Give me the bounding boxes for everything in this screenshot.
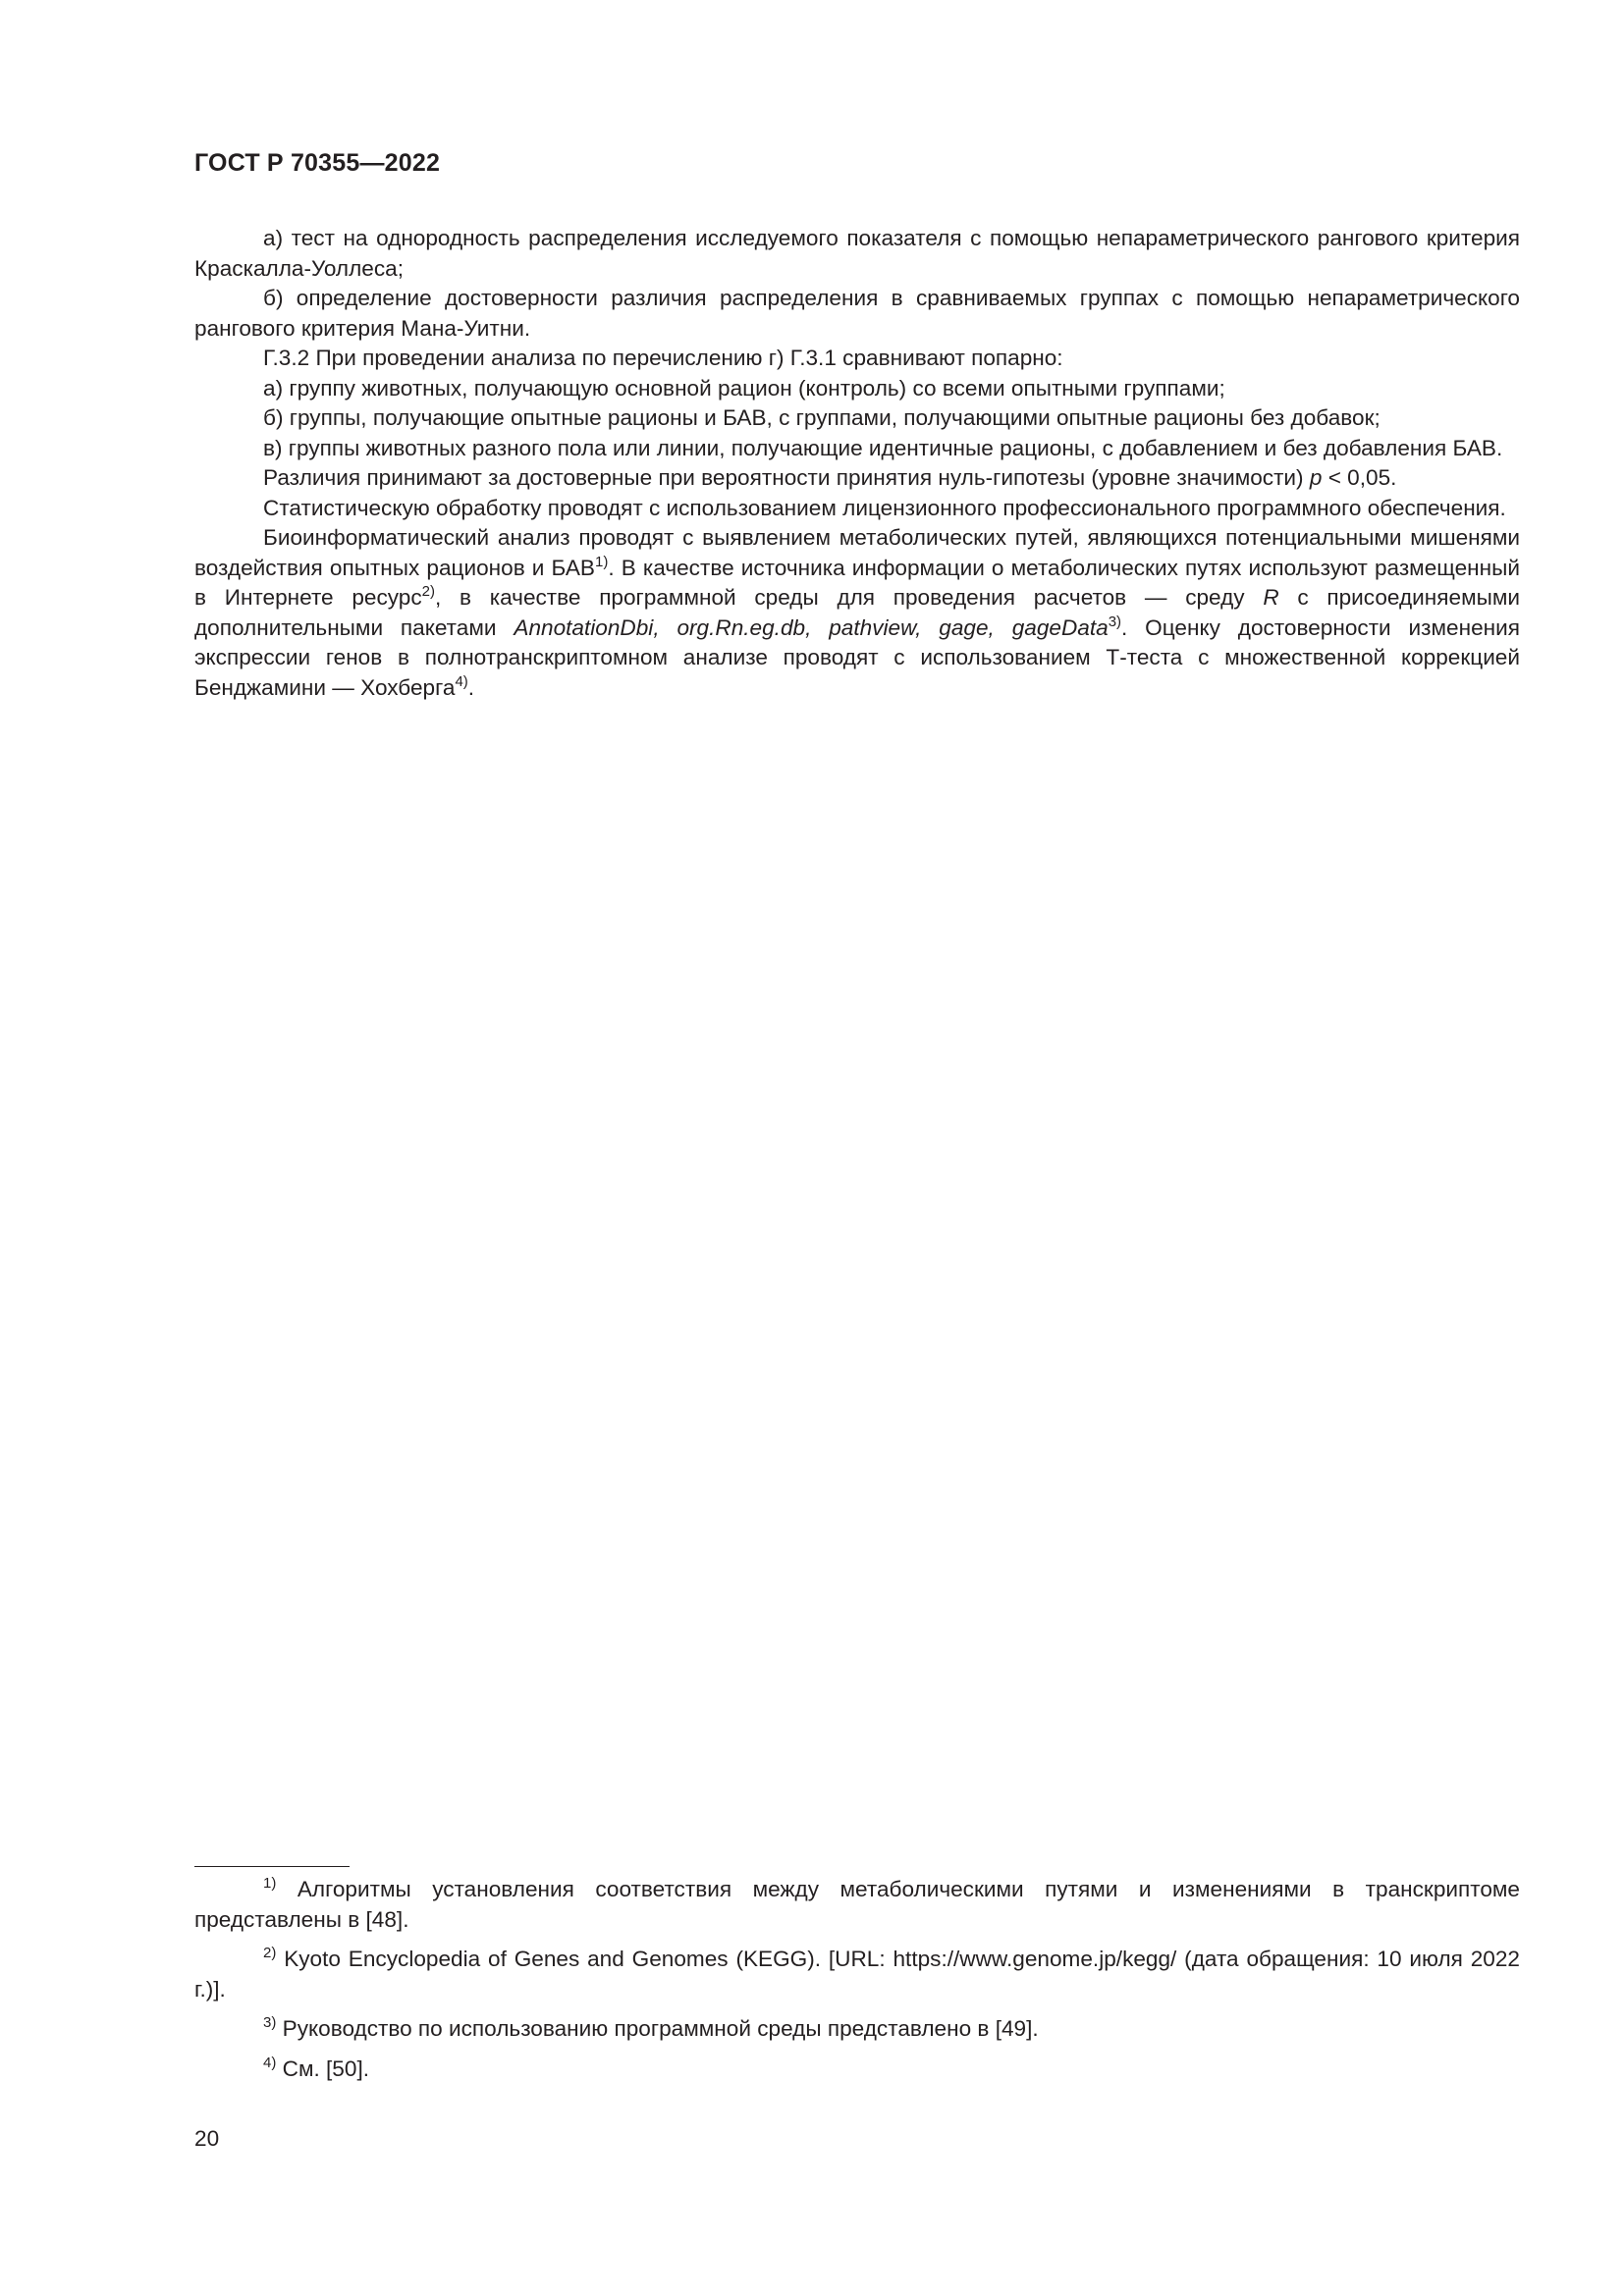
package-list: AnnotationDbi, org.Rn.eg.db, pathview, gage, gageData	[514, 614, 1109, 640]
paragraph-significance	[194, 463, 1520, 494]
paragraph: б) группы, получающие опытные рационы и БАВ, с группами, получающими опытные рационы без добавок;	[263, 405, 1380, 430]
text-run: . В качестве источника информации о метаболических путях используют размещенный в Интернете ресурс	[194, 555, 1520, 610]
footnote-ref-3[interactable]: 3)	[1108, 613, 1122, 630]
text-run: , в качестве программной среды для проведения расчетов — среду	[435, 585, 1264, 610]
text-run: с присоединяемыми дополнительными пакетами	[194, 585, 1520, 640]
footnote-ref-2[interactable]: 2)	[421, 583, 436, 600]
paragraph-bioinformatics	[194, 523, 1520, 703]
document-header: ГОСТ Р 70355—2022	[194, 149, 441, 177]
footnote-text: Алгоритмы установления соответствия между метаболическими путями и изменениями в транскриптоме представлены в [48].	[194, 1877, 1520, 1932]
footnote-marker: 3)	[263, 2014, 277, 2031]
r-environment: R	[1263, 585, 1279, 610]
footnote-4	[194, 2055, 1520, 2085]
footnote-marker: 2)	[263, 1945, 277, 1961]
footnote-ref-1[interactable]: 1)	[595, 553, 609, 570]
footnote-text: См. [50].	[282, 2056, 369, 2081]
paragraph: а) группу животных, получающую основной рацион (контроль) со всеми опытными группами;	[263, 375, 1225, 400]
footnote-marker: 4)	[263, 2054, 277, 2071]
paragraph: в) группы животных разного пола или линии, получающие идентичные рационы, с добавлением и без добавления БАВ.	[263, 435, 1503, 460]
text-run: Различия принимают за достоверные при вероятности принятия нуль-гипотезы (уровне значимости)	[263, 465, 1310, 490]
footnote-text: Руководство по использованию программной среды представлено в [49].	[282, 2016, 1039, 2041]
footnote-divider	[194, 1866, 350, 1867]
paragraph: Г.3.2 При проведении анализа по перечислению г) Г.3.1 сравнивают попарно:	[263, 346, 1063, 370]
main-text	[194, 224, 1520, 703]
page-number: 20	[194, 2126, 220, 2151]
footnotes	[194, 1875, 1520, 2094]
footnote-3	[194, 2014, 1520, 2045]
paragraph: б) определение достоверности различия распределения в сравниваемых группах с помощью непараметрического рангового критерия Мана-Уитни.	[194, 286, 1520, 341]
paragraph: а) тест на однородность распределения исследуемого показателя с помощью непараметрического рангового критерия Краскалла-Уоллеса;	[194, 226, 1520, 281]
paragraph: Статистическую обработку проводят с использованием лицензионного профессионального программного обеспечения.	[263, 495, 1506, 520]
footnote-marker: 1)	[263, 1875, 277, 1892]
text-run: .	[467, 674, 475, 700]
text-run: < 0,05.	[1322, 465, 1397, 490]
text-run: Биоинформатический анализ проводят с выявлением метаболических путей, являющихся потенциальными мишенями воздействия опытных рационов и БАВ	[194, 525, 1520, 580]
footnote-1	[194, 1875, 1520, 1935]
footnote-ref-4[interactable]: 4)	[455, 672, 468, 690]
variable-p: p	[1309, 465, 1323, 490]
footnote-2	[194, 1945, 1520, 2004]
text-run: . Оценку достоверности изменения экспрессии генов в полнотранскриптомном анализе проводят с использованием Т-теста с множественной коррекцией Бенджамини — Хохберга	[194, 614, 1520, 700]
footnote-text: Kyoto Encyclopedia of Genes and Genomes (KEGG). [URL: https://www.genome.jp/kegg/ (дата обращения: 10 июля 2022 г.)].	[194, 1947, 1520, 2002]
